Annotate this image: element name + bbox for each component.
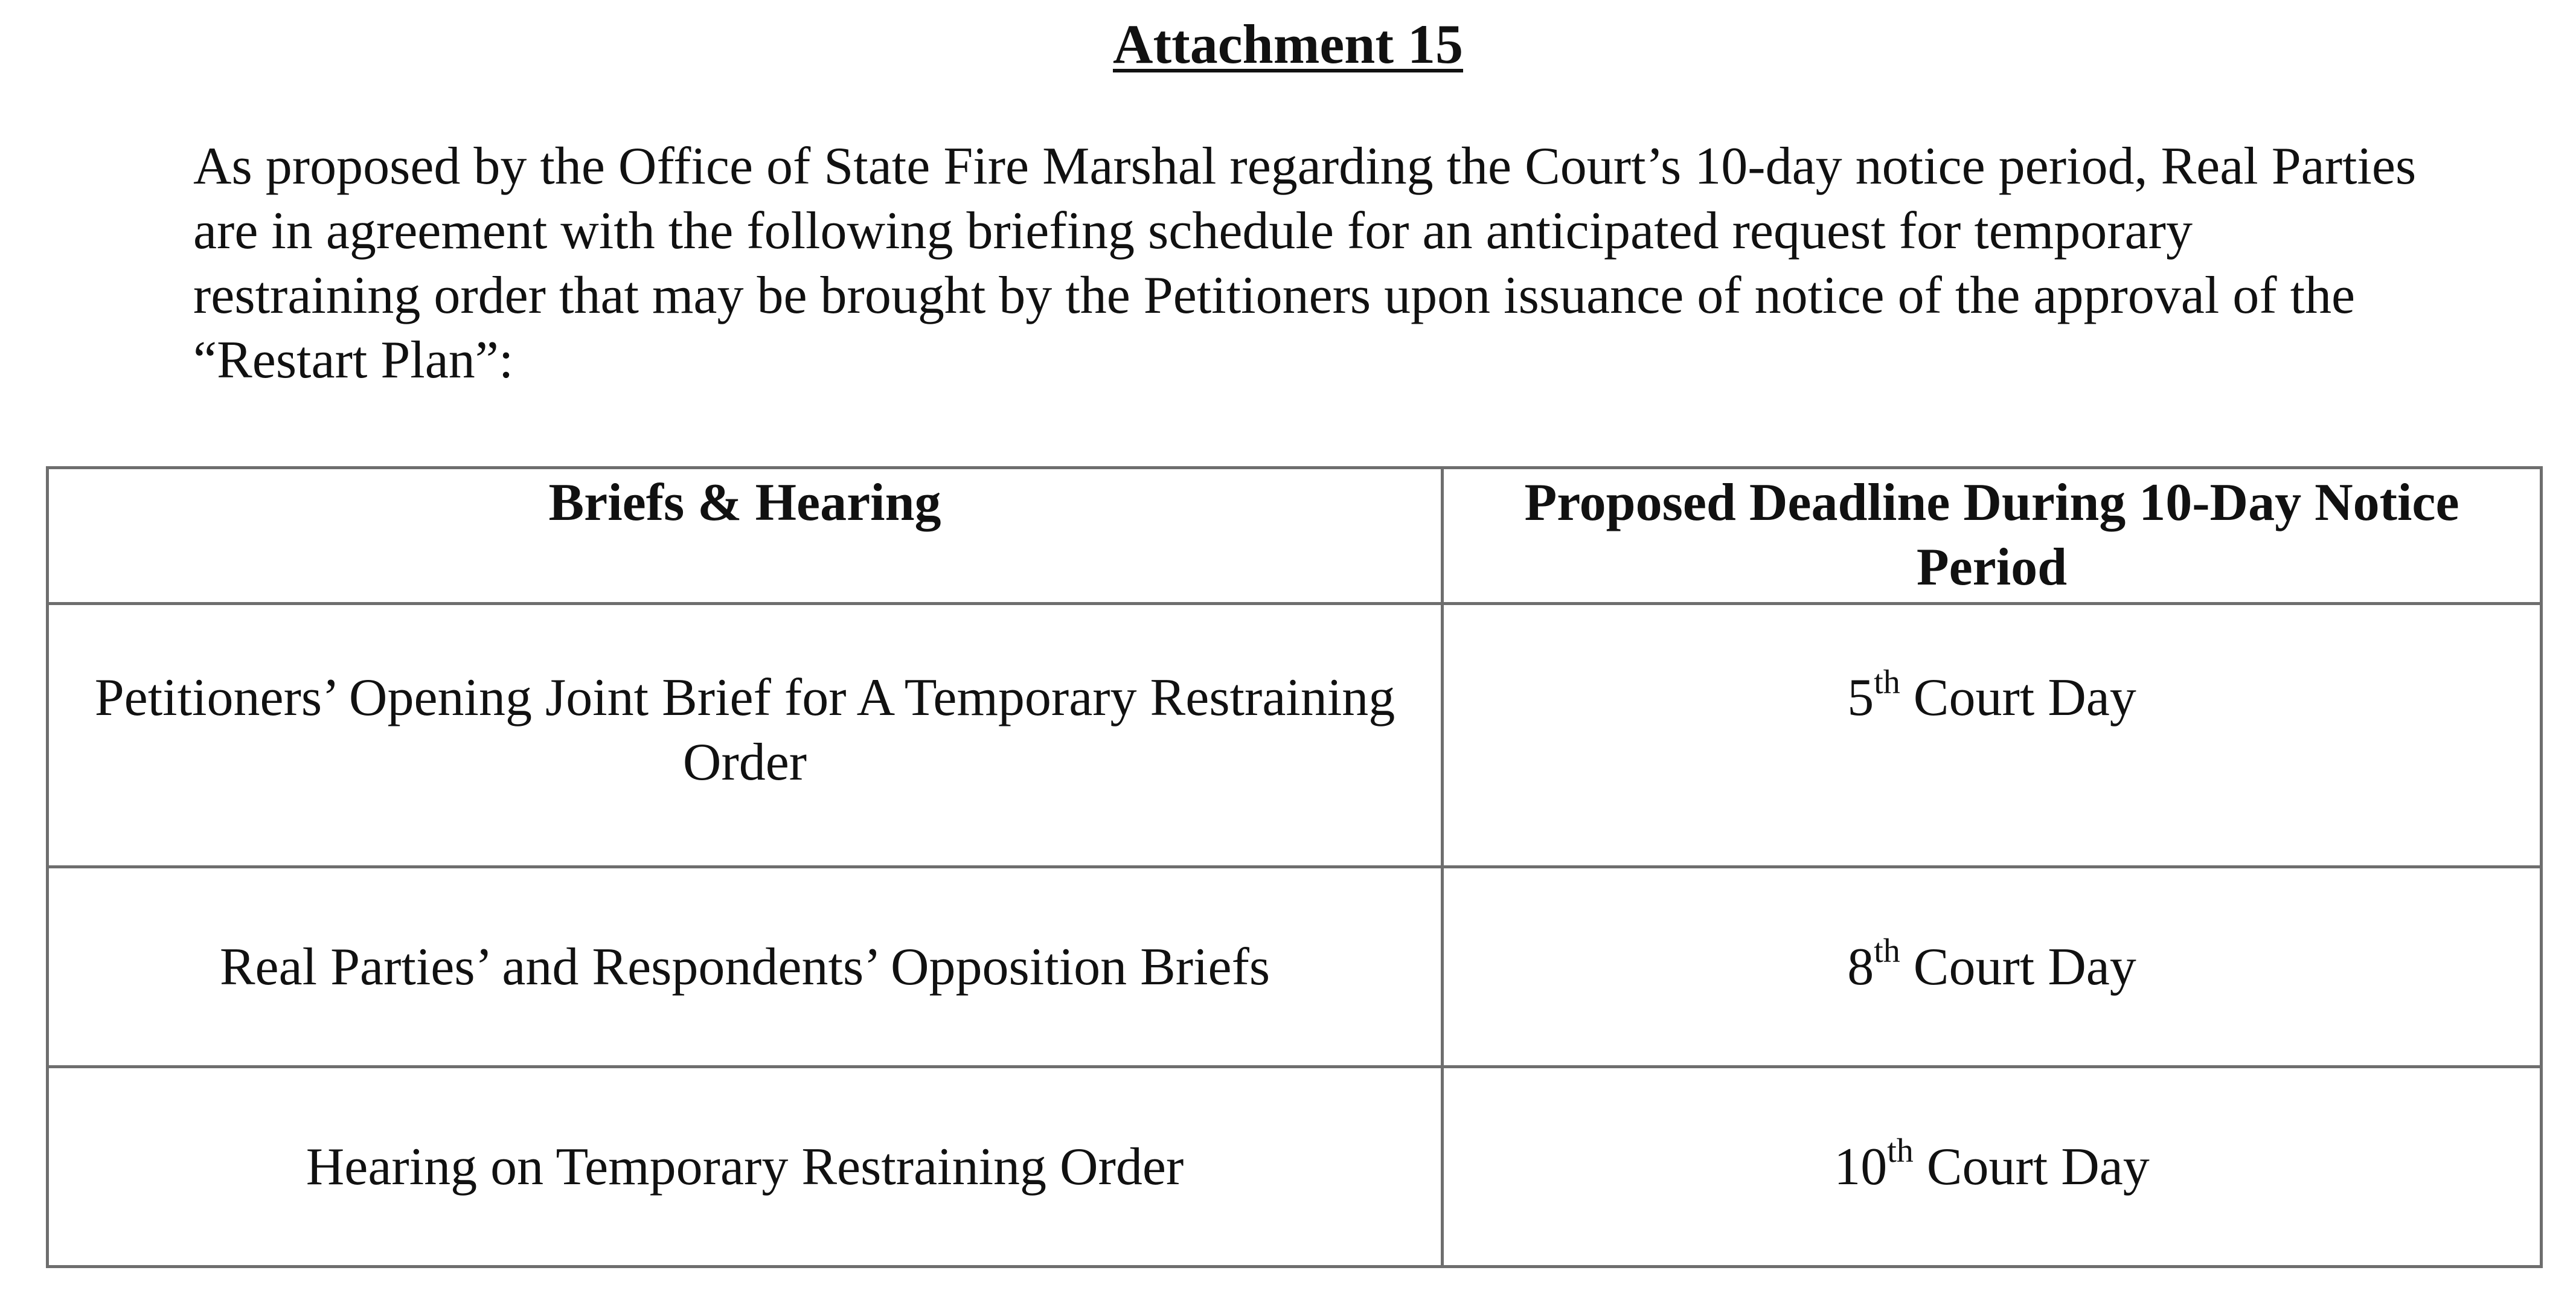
row-item-cell: Petitioners’ Opening Joint Brief for A Temporary Restraining Order bbox=[48, 604, 1443, 867]
header-proposed-deadline: Proposed Deadline During 10-Day Notice Period bbox=[1443, 468, 2542, 604]
table-row bbox=[48, 604, 2542, 867]
deadline-label: Court Day bbox=[1900, 937, 2136, 996]
document-title bbox=[0, 11, 2576, 77]
deadline-ordinal-suffix: th bbox=[1874, 663, 1900, 701]
row-item-cell: Real Parties’ and Respondents’ Opposition Briefs bbox=[48, 867, 1443, 1067]
intro-paragraph: As proposed by the Office of State Fire Marshal regarding the Court’s 10-day notice period, Real Parties are in agreement with the following briefing schedule for an anticipated request for temporary restraining order that may be brought by the Petitioners upon issuance of notice of the approval of the “Restart Plan”: bbox=[193, 137, 2417, 389]
deadline-ordinal-suffix: th bbox=[1874, 932, 1900, 970]
row-deadline-cell bbox=[1443, 867, 2542, 1067]
document-title-text: Attachment 15 bbox=[1113, 13, 1463, 75]
table-row bbox=[48, 1067, 2542, 1267]
briefing-schedule-table bbox=[46, 466, 2543, 1268]
row-deadline-cell bbox=[1443, 1067, 2542, 1267]
deadline-label: Court Day bbox=[1900, 668, 2136, 727]
deadline-number: 10 bbox=[1834, 1137, 1888, 1196]
header-briefs-hearing: Briefs & Hearing bbox=[48, 468, 1443, 604]
table-header-row bbox=[48, 468, 2542, 604]
deadline-number: 5 bbox=[1847, 668, 1874, 727]
row-deadline-cell bbox=[1443, 604, 2542, 867]
deadline-number: 8 bbox=[1847, 937, 1874, 996]
table-row bbox=[48, 867, 2542, 1067]
deadline-label: Court Day bbox=[1913, 1137, 2150, 1196]
row-item-cell: Hearing on Temporary Restraining Order bbox=[48, 1067, 1443, 1267]
deadline-ordinal-suffix: th bbox=[1887, 1132, 1914, 1170]
